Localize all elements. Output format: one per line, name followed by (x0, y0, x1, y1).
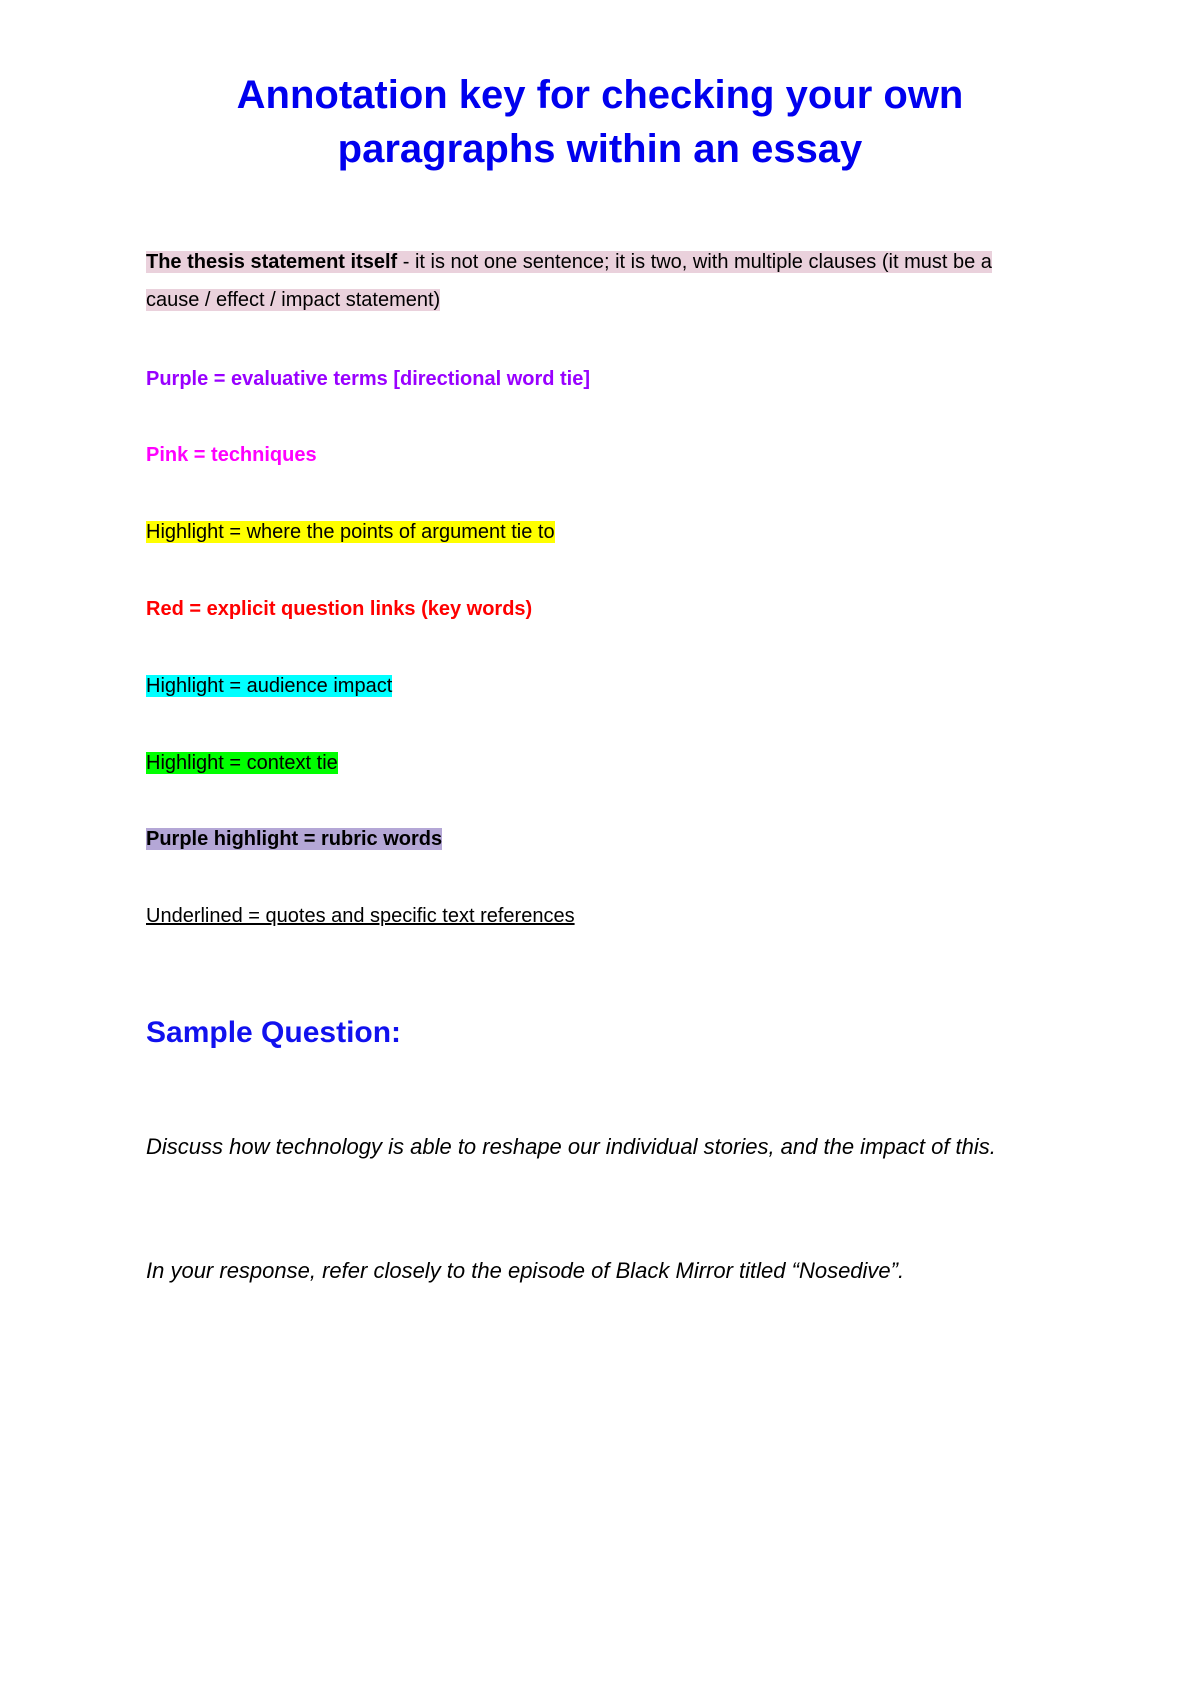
thesis-highlight (146, 251, 992, 311)
lavender-key-text: Purple highlight = rubric words (146, 828, 443, 850)
underline-key (146, 897, 1046, 935)
sample-question-heading: Sample Question: (146, 1016, 402, 1049)
red-key (146, 590, 1046, 628)
pink-key-text: Pink = techniques (146, 444, 317, 466)
title-line-1: Annotation key for checking your own (236, 73, 964, 117)
thesis-description: - it is not one sentence; it is two, with multiple clauses (it must be a cause / effect / impact statement) (146, 251, 992, 311)
yellow-key-text: Highlight = where the points of argument tie to (146, 521, 555, 543)
lavender-key (146, 820, 1046, 858)
green-key (146, 744, 1046, 782)
sample-question-instruction: In your response, refer closely to the episode of Black Mirror titled “Nosedive”. (146, 1258, 905, 1283)
sample-question-text: Discuss how technology is able to reshape our individual stories, and the impact of this. (146, 1134, 996, 1159)
purple-key (146, 360, 1046, 398)
title-line-2: paragraphs within an essay (337, 127, 863, 171)
red-key-text: Red = explicit question links (key words) (146, 598, 533, 620)
purple-key-text: Purple = evaluative terms [directional word tie] (146, 368, 591, 390)
cyan-key (146, 667, 1046, 705)
green-key-text: Highlight = context tie (146, 752, 338, 774)
underline-key-text: Underlined = quotes and specific text references (146, 905, 575, 927)
cyan-key-text: Highlight = audience impact (146, 675, 393, 697)
pink-key (146, 436, 1046, 474)
thesis-label: The thesis statement itself (146, 251, 398, 273)
thesis-key (146, 243, 1046, 319)
page-title (0, 68, 1200, 176)
yellow-key (146, 513, 1046, 551)
